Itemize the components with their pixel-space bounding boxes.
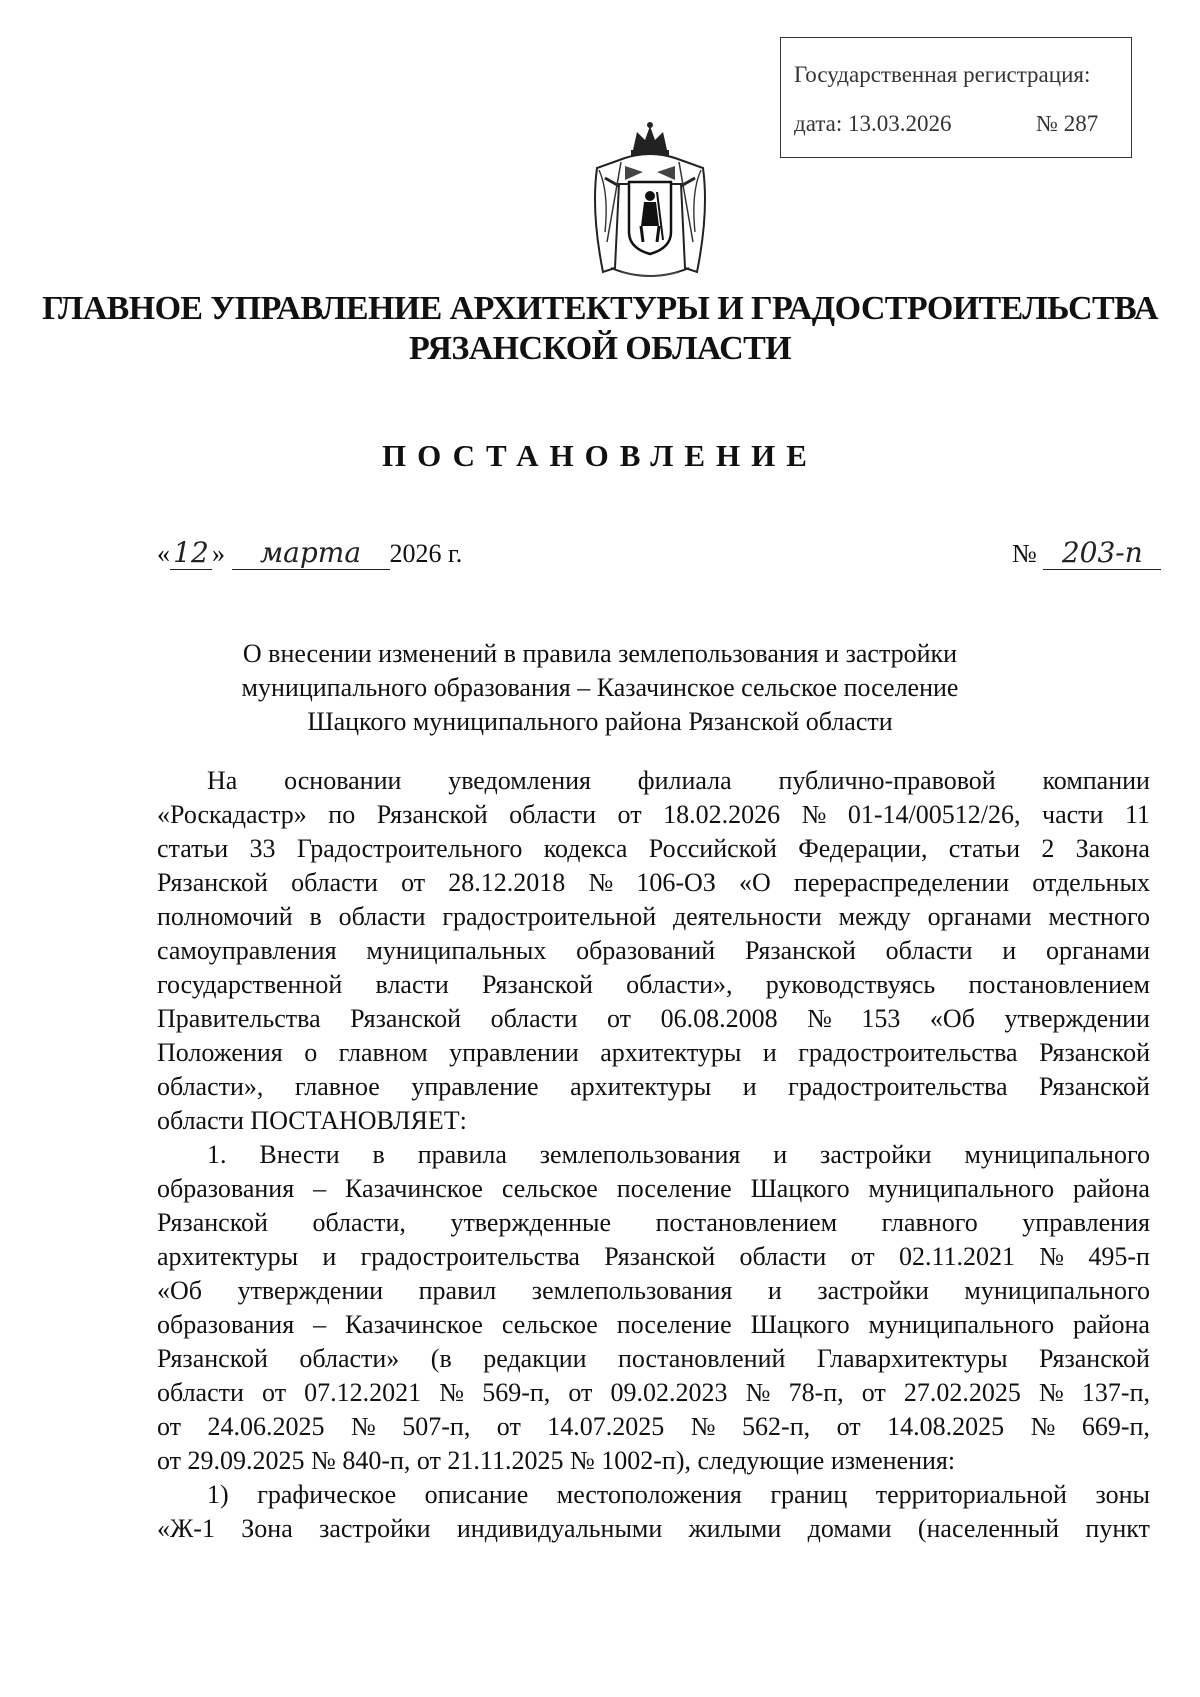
registration-title: Государственная регистрация:: [794, 62, 1091, 87]
registration-date: дата: 13.03.2026: [794, 111, 952, 136]
body-line: «Роскадастр» по Рязанской области от 18.02.2026 № 01-14/00512/26, части 11: [157, 800, 1150, 829]
document-number: 203-п: [1061, 536, 1143, 569]
coat-of-arms-icon: [585, 122, 715, 284]
body-line: Положения о главном управлении архитектуры и градостроительства Рязанской: [157, 1038, 1150, 1067]
registration-number: № 287: [1036, 111, 1099, 136]
date-year: 2026 г.: [389, 539, 463, 568]
date-line: [157, 538, 462, 570]
body-line: На основании уведомления филиала публично-правовой компании: [207, 766, 1150, 795]
document-body: [157, 764, 1150, 1546]
body-line: Рязанской области» (в редакции постановлений Главархитектуры Рязанской: [157, 1344, 1150, 1373]
body-line: области», главное управление архитектуры и градостроительства Рязанской: [157, 1072, 1150, 1101]
document-subject: [0, 637, 1200, 739]
body-line: архитектуры и градостроительства Рязанской области от 02.11.2021 № 495-п: [157, 1242, 1150, 1271]
subject-line: муниципального образования – Казачинское сельское поселение: [241, 673, 959, 702]
body-line: образования – Казачинское сельское поселение Шацкого муниципального района: [157, 1310, 1150, 1339]
body-line: области ПОСТАНОВЛЯЕТ:: [157, 1106, 467, 1135]
body-line: полномочий в области градостроительной деятельности между органами местного: [157, 902, 1150, 931]
date-open-quote: «: [157, 539, 170, 568]
body-line: государственной власти Рязанской области», руководствуясь постановлением: [157, 970, 1150, 999]
body-line: Правительства Рязанской области от 06.08.2008 № 153 «Об утверждении: [157, 1004, 1150, 1033]
body-line: 1. Внести в правила землепользования и застройки муниципального: [207, 1140, 1150, 1169]
body-line: 1) графическое описание местоположения границ территориальной зоны: [207, 1480, 1150, 1509]
subject-line: Шацкого муниципального района Рязанской области: [307, 707, 893, 736]
organization-name-line-2: РЯЗАНСКОЙ ОБЛАСТИ: [408, 330, 792, 367]
organization-name-line-1: ГЛАВНОЕ УПРАВЛЕНИЕ АРХИТЕКТУРЫ И ГРАДОСТРОИТЕЛЬСТВА: [42, 290, 1158, 327]
document-number-line: [1012, 538, 1161, 570]
body-line: статьи 33 Градостроительного кодекса Российской Федерации, статьи 2 Закона: [157, 834, 1150, 863]
document-number-label: №: [1012, 539, 1037, 568]
body-line: от 24.06.2025 № 507-п, от 14.07.2025 № 562-п, от 14.08.2025 № 669-п,: [157, 1412, 1150, 1441]
body-line: самоуправления муниципальных образований Рязанской области и органами: [157, 936, 1150, 965]
body-line: «Об утверждении правил землепользования и застройки муниципального: [157, 1276, 1150, 1305]
body-line: Рязанской области от 28.12.2018 № 106-ОЗ «О перераспределении отдельных: [157, 868, 1150, 897]
subject-line: О внесении изменений в правила землепользования и застройки: [242, 639, 958, 668]
body-line: образования – Казачинское сельское поселение Шацкого муниципального района: [157, 1174, 1150, 1203]
body-line: «Ж-1 Зона застройки индивидуальными жилыми домами (населенный пункт: [157, 1514, 1150, 1543]
date-month: марта: [259, 536, 362, 569]
document-type: ПОСТАНОВЛЕНИЕ: [382, 438, 818, 473]
body-line: от 29.09.2025 № 840-п, от 21.11.2025 № 1002-п), следующие изменения:: [157, 1446, 956, 1475]
registration-stamp: [780, 37, 1132, 158]
date-close-quote: »: [212, 539, 225, 568]
body-line: области от 07.12.2021 № 569-п, от 09.02.2023 № 78-п, от 27.02.2025 № 137-п,: [157, 1378, 1150, 1407]
body-line: Рязанской области, утвержденные постановлением главного управления: [157, 1208, 1150, 1237]
date-day: 12: [173, 536, 209, 569]
